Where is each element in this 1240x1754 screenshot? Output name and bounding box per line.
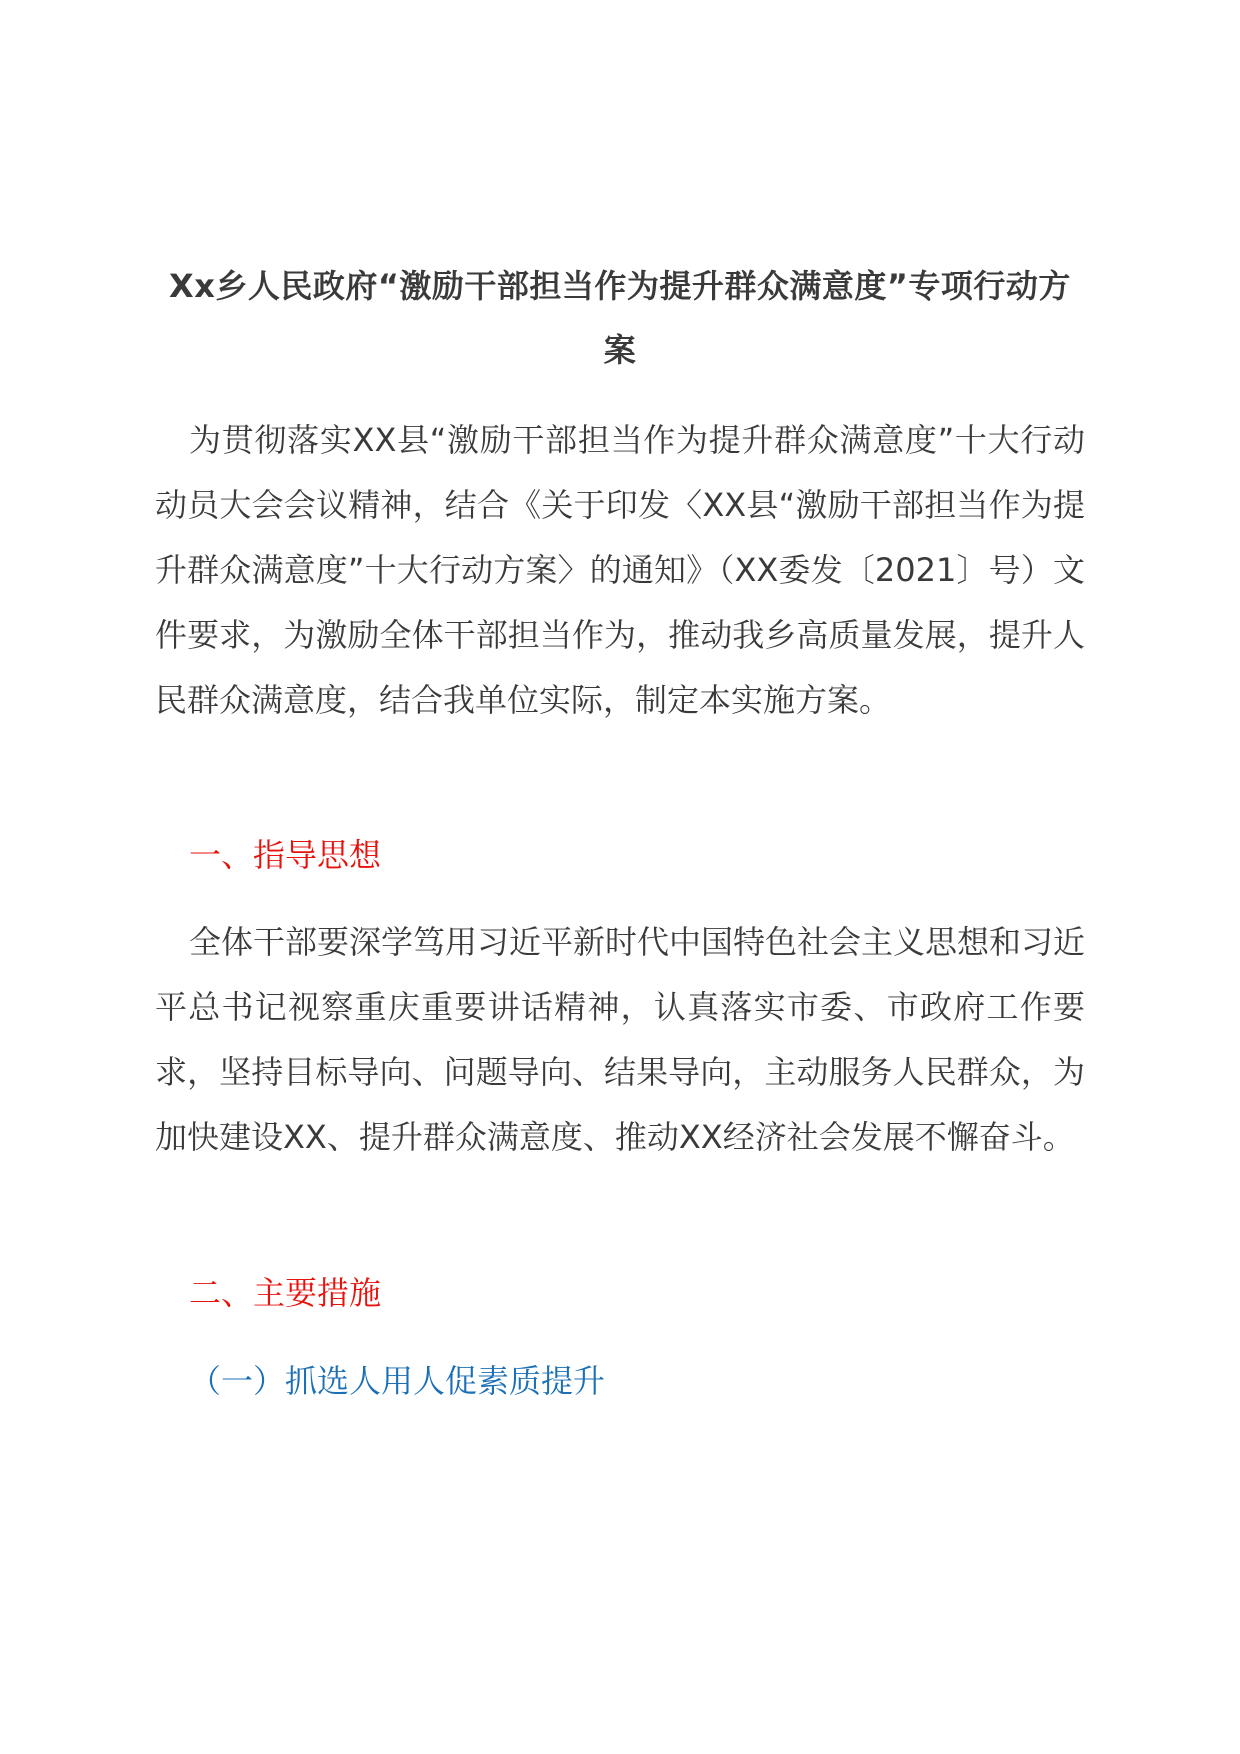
section-heading-main-measures: 二、主要措施 xyxy=(189,1274,382,1312)
subsection-heading-selection: （一）抓选人用人促素质提升 xyxy=(189,1362,606,1400)
guiding-thought-paragraph: 全体干部要深学笃用习近平新时代中国特色社会主义思想和习近平总书记视察重庆重要讲话精神，认真落实市委、市政府工作要求，坚持目标导向、问题导向、结果导向，主动服务人民群众，为加快建设XX、提升群众满意度、推动XX经济社会发展不懈奋斗。 xyxy=(155,923,1086,1156)
document-title: Xx乡人民政府“激励干部担当作为提升群众满意度”专项行动方案 xyxy=(169,267,1071,369)
intro-paragraph: 为贯彻落实XX县“激励干部担当作为提升群众满意度”十大行动动员大会会议精神，结合《关于印发〈XX县“激励干部担当作为提升群众满意度”十大行动方案〉的通知》（XX委发〔2021〕号）文件要求，为激励全体干部担当作为，推动我乡高质量发展，提升人民群众满意度，结合我单位实际，制定本实施方案。 xyxy=(155,421,1085,719)
section-heading-guiding-thought: 一、指导思想 xyxy=(189,836,382,874)
